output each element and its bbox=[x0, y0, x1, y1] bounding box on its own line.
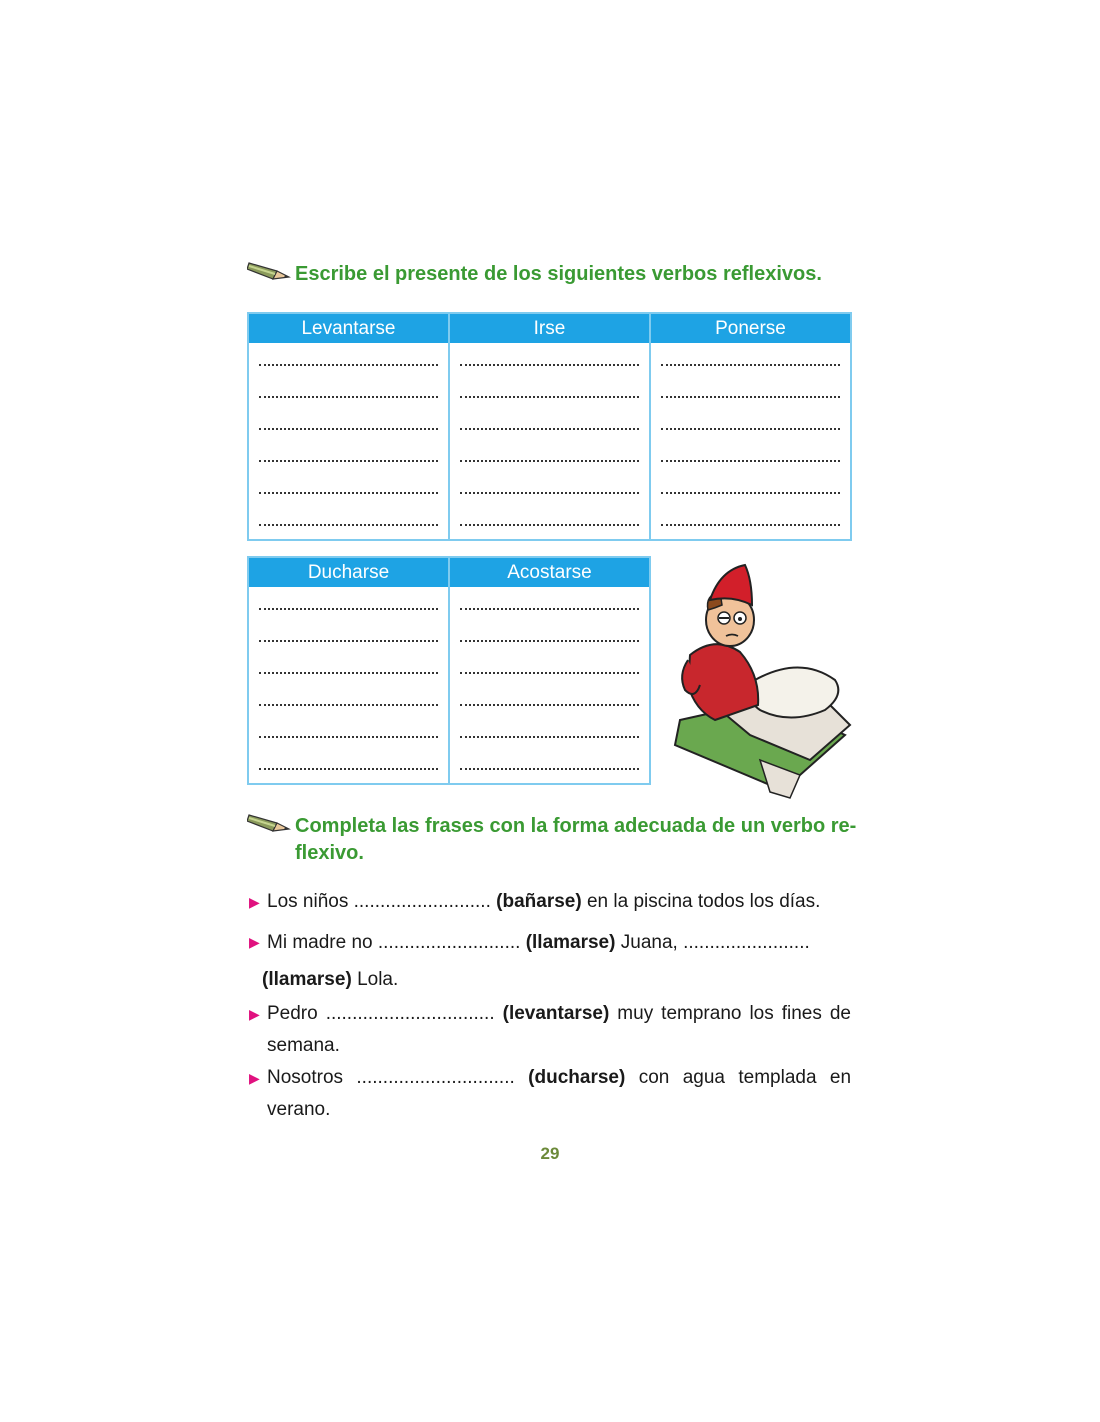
exercise2-heading bbox=[247, 813, 857, 867]
triangle-bullet-icon: ▶ bbox=[249, 1070, 260, 1086]
answer-line[interactable] bbox=[450, 475, 649, 507]
answer-line[interactable] bbox=[249, 347, 448, 379]
answer-line[interactable] bbox=[450, 655, 649, 687]
sentence-start: Los niños .......................... bbox=[267, 891, 491, 912]
answer-line[interactable] bbox=[450, 347, 649, 379]
sentence-item bbox=[247, 886, 851, 918]
column-header-ponerse: Ponerse bbox=[650, 313, 851, 343]
verbs-table-1 bbox=[247, 312, 852, 541]
answer-line[interactable] bbox=[651, 347, 850, 379]
column-header-levantarse: Levantarse bbox=[248, 313, 449, 343]
sentence-end: con agua templada en verano. bbox=[267, 1067, 852, 1120]
answer-line[interactable] bbox=[450, 623, 649, 655]
answer-line[interactable] bbox=[249, 475, 448, 507]
pencil-icon bbox=[247, 809, 291, 835]
exercise2-instruction bbox=[295, 813, 857, 867]
sentence-list bbox=[247, 886, 851, 1126]
answer-column-irse bbox=[449, 343, 650, 540]
answer-line[interactable] bbox=[651, 379, 850, 411]
sentence-start: Pedro ................................ bbox=[267, 1003, 495, 1024]
sentence-item bbox=[247, 998, 851, 1062]
answer-column-levantarse bbox=[248, 343, 449, 540]
answer-line[interactable] bbox=[249, 687, 448, 719]
answer-line[interactable] bbox=[450, 379, 649, 411]
answer-line[interactable] bbox=[450, 591, 649, 623]
answer-line[interactable] bbox=[249, 655, 448, 687]
verb-hint: (bañarse) bbox=[496, 891, 582, 912]
triangle-bullet-icon: ▶ bbox=[249, 934, 260, 950]
answer-column-ducharse bbox=[248, 587, 449, 784]
triangle-bullet-icon: ▶ bbox=[249, 1006, 260, 1022]
sentence-middle: Juana, ........................ bbox=[620, 932, 810, 953]
verb-hint: (levantarse) bbox=[502, 1003, 610, 1024]
sentence-item bbox=[247, 1062, 851, 1126]
verb-hint: (llamarse) bbox=[262, 969, 352, 990]
exercise1-heading bbox=[247, 261, 867, 288]
exercise2-instruction-line1: Completa las frases con la forma adecuada de un verbo re- bbox=[295, 815, 857, 837]
answer-line[interactable] bbox=[249, 443, 448, 475]
sentence-item bbox=[247, 924, 851, 998]
answer-line[interactable] bbox=[651, 475, 850, 507]
sentence-end: muy temprano los fines de semana. bbox=[267, 1003, 851, 1056]
answer-line[interactable] bbox=[249, 379, 448, 411]
column-header-acostarse: Acostarse bbox=[449, 557, 650, 587]
sentence-end: Lola. bbox=[357, 969, 399, 990]
exercise2-instruction-line2: flexivo. bbox=[295, 842, 364, 864]
column-header-ducharse: Ducharse bbox=[248, 557, 449, 587]
answer-line[interactable] bbox=[450, 411, 649, 443]
sentence-end: en la piscina todos los días. bbox=[586, 891, 821, 912]
answer-line[interactable] bbox=[249, 411, 448, 443]
verb-hint: (ducharse) bbox=[528, 1067, 626, 1088]
exercise1-instruction: Escribe el presente de los siguientes verbos reflexivos. bbox=[295, 263, 822, 285]
answer-line[interactable] bbox=[450, 751, 649, 783]
answer-line[interactable] bbox=[249, 507, 448, 539]
page-number: 29 bbox=[540, 1144, 560, 1163]
verb-hint: (llamarse) bbox=[525, 932, 616, 953]
answer-line[interactable] bbox=[651, 411, 850, 443]
column-header-irse: Irse bbox=[449, 313, 650, 343]
sentence-start: Mi madre no ........................... bbox=[267, 932, 521, 953]
answer-column-ponerse bbox=[650, 343, 851, 540]
answer-line[interactable] bbox=[249, 719, 448, 751]
answer-column-acostarse bbox=[449, 587, 650, 784]
answer-line[interactable] bbox=[249, 751, 448, 783]
triangle-bullet-icon: ▶ bbox=[249, 894, 260, 910]
answer-line[interactable] bbox=[450, 687, 649, 719]
sleepy-boy-illustration bbox=[660, 560, 855, 800]
answer-line[interactable] bbox=[249, 623, 448, 655]
answer-line[interactable] bbox=[651, 507, 850, 539]
answer-line[interactable] bbox=[651, 443, 850, 475]
answer-line[interactable] bbox=[450, 507, 649, 539]
verbs-table-2 bbox=[247, 556, 651, 785]
answer-line[interactable] bbox=[450, 719, 649, 751]
pencil-icon bbox=[247, 257, 291, 283]
sentence-start: Nosotros .............................. bbox=[267, 1067, 515, 1088]
answer-line[interactable] bbox=[249, 591, 448, 623]
answer-line[interactable] bbox=[450, 443, 649, 475]
